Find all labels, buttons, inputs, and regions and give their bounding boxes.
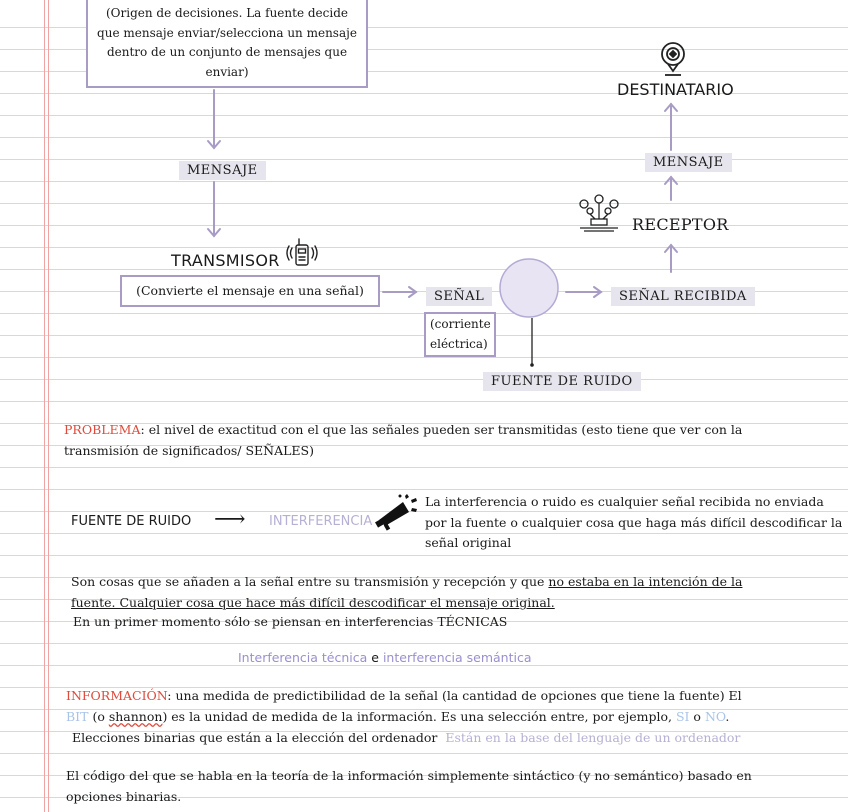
- interferencia-desc-line: La interferencia o ruido es cualquier señal recibida no enviada: [425, 494, 824, 509]
- convierte-text: (Convierte el mensaje en una señal): [136, 283, 364, 298]
- cosas-line3: En un primer momento sólo se piensan en interferencias TÉCNICAS: [73, 614, 508, 629]
- tipo-conj: e: [371, 650, 379, 665]
- fuente-ruido-inline: FUENTE DE RUIDO: [71, 514, 192, 529]
- interferencia-desc: [425, 492, 842, 554]
- bit-term: BIT: [66, 709, 89, 724]
- tipo-tecnica: Interferencia técnica: [238, 650, 368, 665]
- informacion-line2: [66, 707, 729, 727]
- transmisor-label: TRANSMISOR: [171, 251, 280, 270]
- source-line: (Origen de decisiones. La fuente decide: [106, 6, 348, 20]
- informacion-keyword: INFORMACIÓN: [66, 688, 168, 703]
- destinatario-label: DESTINATARIO: [617, 80, 734, 99]
- receptor-label: RECEPTOR: [632, 215, 729, 234]
- noise-line-end: [530, 363, 534, 367]
- arrow-right-icon: ⟶: [214, 507, 246, 532]
- codigo-line2: opciones binarias.: [66, 789, 182, 804]
- channel-circle: [500, 259, 558, 317]
- location-pin-icon: [656, 40, 690, 78]
- informacion-text: : una medida de predictibilidad de la señal (la cantidad de opciones que tiene la fuente) El: [167, 688, 742, 703]
- cosas-underlined: no estaba en la intención de la: [548, 574, 743, 589]
- no-term: NO: [704, 709, 726, 724]
- informacion-line3: [72, 728, 740, 748]
- informacion-text: (o: [88, 709, 109, 724]
- antenna-receiver-icon: [576, 193, 622, 233]
- tipo-semantica: interferencia semántica: [382, 650, 532, 665]
- megaphone-icon: [373, 492, 419, 532]
- interferencia-desc-line: señal original: [425, 535, 512, 550]
- interferencia-label: INTERFERENCIA: [269, 514, 373, 529]
- mensaje-tag-right: MENSAJE: [645, 153, 732, 172]
- source-line: enviar): [205, 64, 249, 79]
- problema-line1: [64, 420, 742, 440]
- corriente-text: [430, 314, 491, 354]
- interferencia-desc-line: por la fuente o cualquier cosa que haga más difícil descodificar la: [425, 514, 843, 530]
- informacion-text: o: [689, 709, 705, 724]
- problema-keyword: PROBLEMA: [64, 422, 141, 437]
- informacion-note: Están en la base del lenguaje de un ordenador: [445, 730, 741, 745]
- informacion-line1: [66, 686, 742, 706]
- cosas-text: Son cosas que se añaden a la señal entre su transmisión y recepción y que: [71, 574, 549, 589]
- walkie-talkie-icon: [285, 236, 319, 270]
- problema-line2: transmisión de significados/ SEÑALES): [64, 443, 314, 458]
- tipos-interferencia: [238, 648, 532, 668]
- senal-tag: SEÑAL: [426, 287, 492, 306]
- problema-text: : el nivel de exactitud con el que las señales pueden ser transmitidas (esto tiene que ver con la: [140, 422, 743, 437]
- cosas-line2: fuente. Cualquier cosa que hace más difícil descodificar el mensaje original.: [71, 595, 555, 610]
- source-line: que mensaje enviar/selecciona un mensaje: [97, 25, 357, 40]
- si-term: SI: [675, 709, 690, 724]
- corriente-line: eléctrica): [430, 337, 488, 351]
- codigo-line1: El código del que se habla en la teoría de la información simplemente sintáctico (y no semántico) basado en: [66, 768, 752, 783]
- cosas-line1: [71, 572, 742, 592]
- mensaje-tag-left: MENSAJE: [179, 161, 266, 180]
- source-line: dentro de un conjunto de mensajes que: [106, 45, 348, 59]
- informacion-text: Elecciones binarias que están a la elección del ordenador: [72, 730, 438, 745]
- shannon-term: shannon: [108, 709, 163, 724]
- informacion-text: ) es la unidad de medida de la información. Es una selección entre, por ejemplo,: [162, 709, 676, 724]
- informacion-text: .: [725, 709, 730, 724]
- corriente-line: (corriente: [430, 317, 491, 331]
- senal-recibida-tag: SEÑAL RECIBIDA: [611, 287, 755, 306]
- fuente-ruido-tag: FUENTE DE RUIDO: [483, 372, 641, 391]
